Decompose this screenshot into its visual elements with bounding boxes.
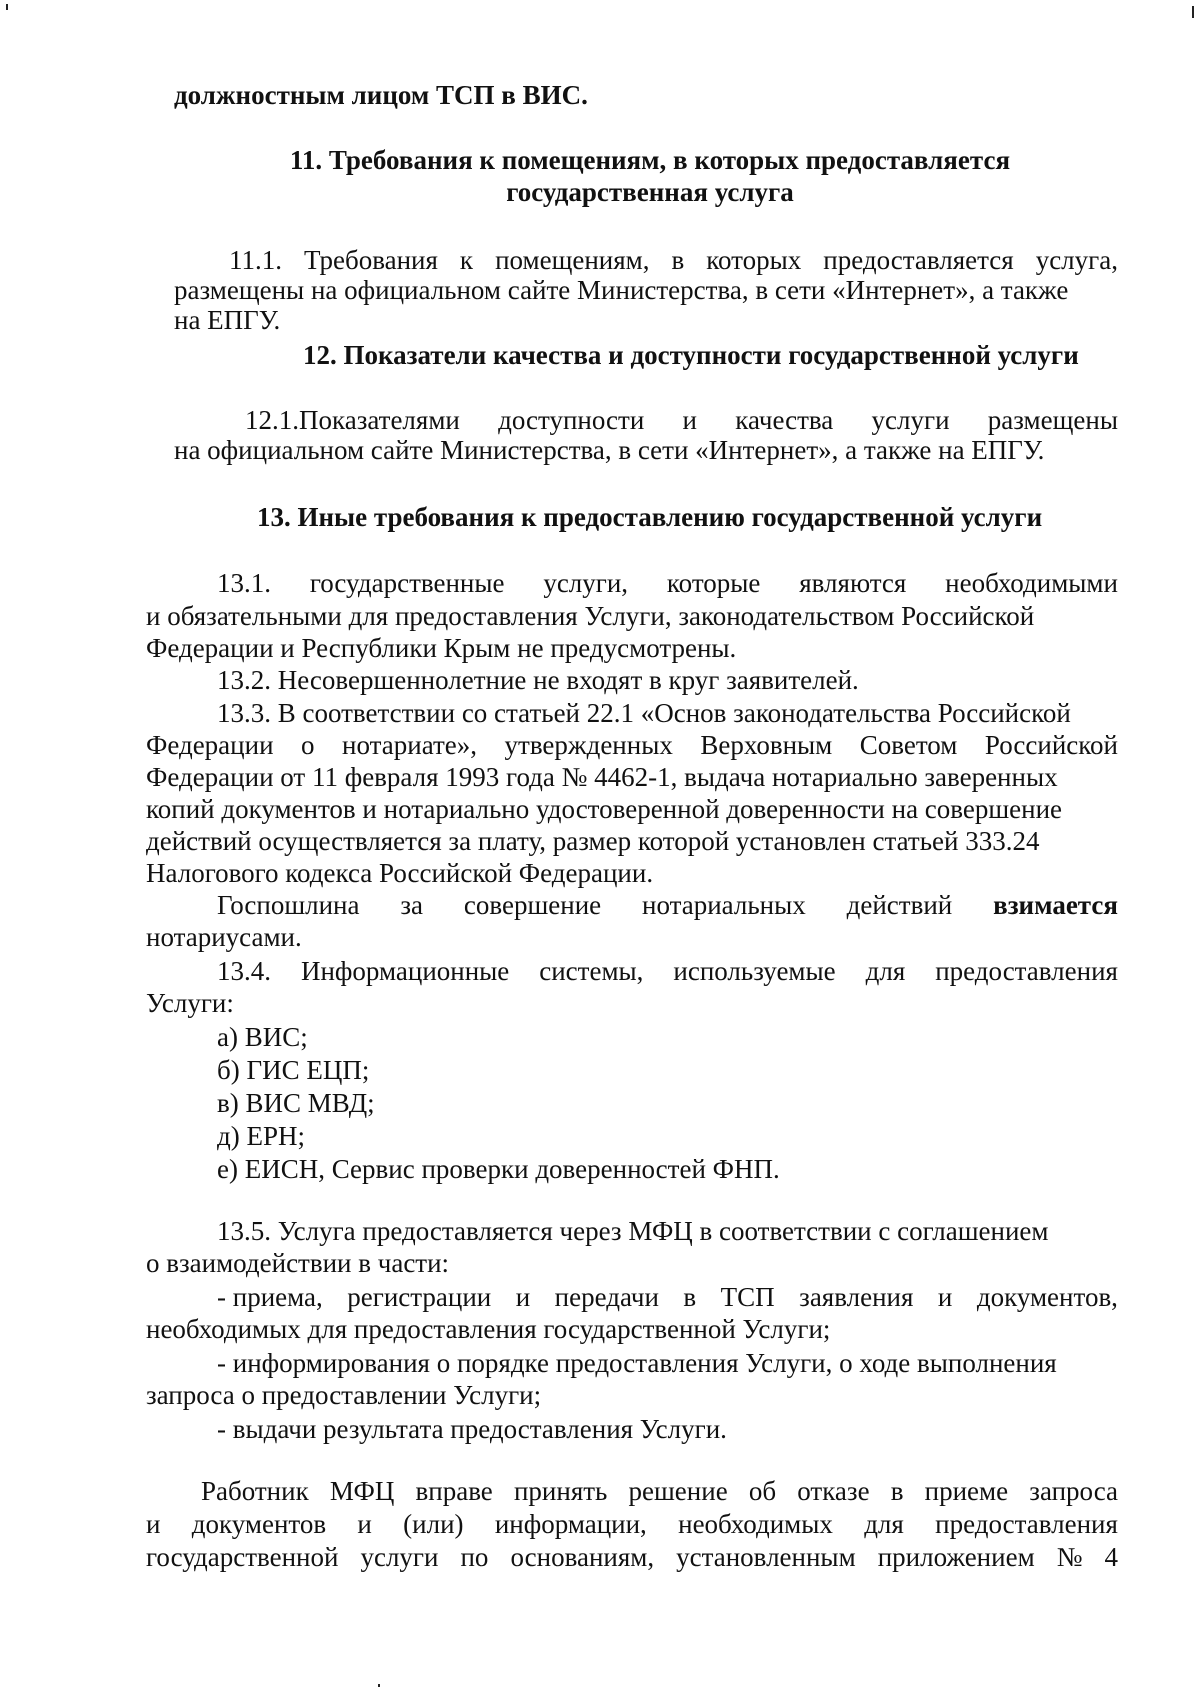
- scan-mark-bottom: [378, 1684, 380, 1687]
- section-12-heading: 12. Показатели качества и доступности государственной услуги: [303, 340, 1079, 370]
- scan-mark-left: [6, 4, 8, 10]
- paragraph-11-1-line-3: на ЕПГУ.: [174, 305, 281, 335]
- paragraph-12-1-line-1: 12.1.Показателями доступности и качества услуги размещены: [245, 405, 1118, 435]
- paragraph-13-3-line-5: действий осуществляется за плату, размер которой установлен статьей 333.24: [146, 826, 1040, 856]
- paragraph-11-1-line-2: размещены на официальном сайте Министерства, в сети «Интернет», а также: [174, 275, 1069, 305]
- paragraph-mfc-line-1: Работник МФЦ вправе принять решение об отказе в приеме запроса: [201, 1476, 1118, 1506]
- paragraph-13-1-line-1: 13.1. государственные услуги, которые являются необходимыми: [217, 568, 1118, 598]
- bullet-informing-line-2: запроса о предоставлении Услуги;: [146, 1380, 542, 1410]
- paragraph-13-2: 13.2. Несовершеннолетние не входят в круг заявителей.: [217, 665, 859, 695]
- paragraph-13-5-line-2: о взаимодействии в части:: [146, 1248, 450, 1278]
- list-item: е) ЕИСН, Сервис проверки доверенностей ФНП.: [217, 1154, 780, 1184]
- list-item: б) ГИС ЕЦП;: [217, 1055, 370, 1085]
- bullet-informing-line-1: - информирования о порядке предоставления Услуги, о ходе выполнения: [217, 1348, 1057, 1378]
- paragraph-13-3-line-3: Федерации от 11 февраля 1993 года № 4462-1, выдача нотариально заверенных: [146, 762, 1058, 792]
- section-11-heading-line-2: государственная услуга: [506, 177, 794, 207]
- list-item: а) ВИС;: [217, 1022, 308, 1052]
- paragraph-fee-line-2: нотариусами.: [146, 922, 302, 952]
- paragraph-13-1-line-2: и обязательными для предоставления Услуги, законодательством Российской: [146, 601, 1035, 631]
- intro-line: должностным лицом ТСП в ВИС.: [174, 80, 588, 110]
- list-item: д) ЕРН;: [217, 1121, 305, 1151]
- section-13-heading: 13. Иные требования к предоставлению государственной услуги: [257, 502, 1043, 532]
- scan-mark-right: [1192, 6, 1194, 18]
- paragraph-13-5-line-1: 13.5. Услуга предоставляется через МФЦ в соответствии с соглашением: [217, 1216, 1049, 1246]
- bullet-issuing: - выдачи результата предоставления Услуги.: [217, 1414, 727, 1444]
- paragraph-12-1-line-2: на официальном сайте Министерства, в сети «Интернет», а также на ЕПГУ.: [174, 435, 1045, 465]
- paragraph-13-3-line-6: Налогового кодекса Российской Федерации.: [146, 858, 654, 888]
- paragraph-fee-line-1: Госпошлина за совершение нотариальных действий взимается: [217, 890, 1118, 920]
- paragraph-13-4-line-1: 13.4. Информационные системы, используемые для предоставления: [217, 956, 1118, 986]
- paragraph-mfc-line-2: и документов и (или) информации, необходимых для предоставления: [146, 1509, 1118, 1539]
- paragraph-13-4-line-2: Услуги:: [146, 988, 234, 1018]
- bullet-reception-line-2: необходимых для предоставления государственной Услуги;: [146, 1314, 831, 1344]
- paragraph-13-1-line-3: Федерации и Республики Крым не предусмотрены.: [146, 633, 737, 663]
- paragraph-13-3-line-4: копий документов и нотариально удостоверенной доверенности на совершение: [146, 794, 1063, 824]
- list-item: в) ВИС МВД;: [217, 1088, 375, 1118]
- paragraph-11-1-line-1: 11.1. Требования к помещениям, в которых предоставляется услуга,: [229, 245, 1118, 275]
- section-11-heading-line-1: 11. Требования к помещениям, в которых предоставляется: [289, 145, 1011, 175]
- paragraph-mfc-line-3: государственной услуги по основаниям, установленным приложением № 4: [146, 1542, 1118, 1572]
- paragraph-13-3-line-1: 13.3. В соответствии со статьей 22.1 «Основ законодательства Российской: [217, 698, 1071, 728]
- paragraph-13-3-line-2: Федерации о нотариате», утвержденных Верховным Советом Российской: [146, 730, 1118, 760]
- bullet-reception-line-1: - приема, регистрации и передачи в ТСП заявления и документов,: [217, 1282, 1118, 1312]
